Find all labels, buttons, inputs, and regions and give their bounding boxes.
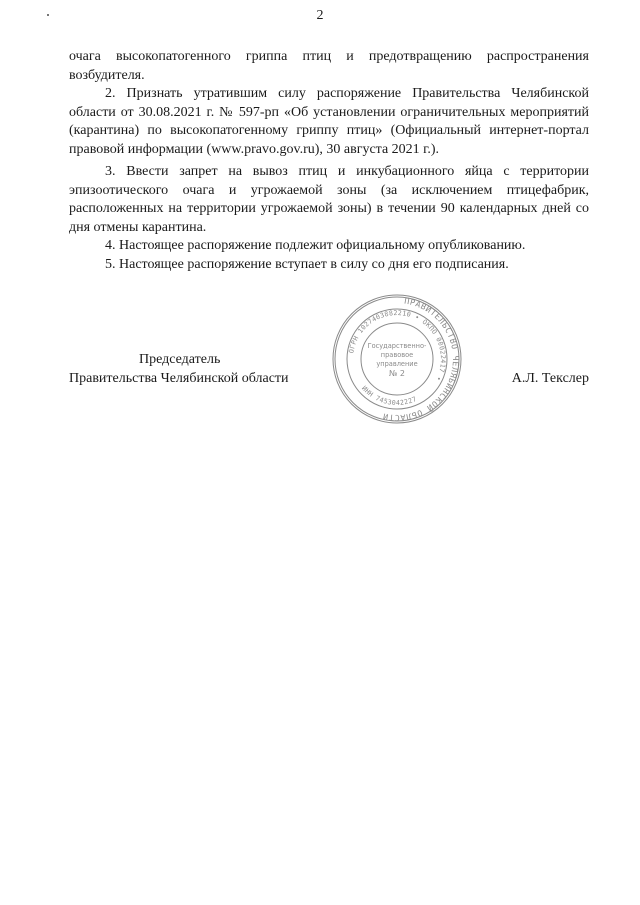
page-number: 2 (316, 8, 324, 23)
seal-center-line-3: управление (376, 360, 418, 368)
seal-ring-title: ПРАВИТЕЛЬСТВО ЧЕЛЯБИНСКОЙ ОБЛАСТИ (381, 295, 462, 424)
paragraph-5: 5. Настоящее распоряжение вступает в силу со дня его подписания. (105, 256, 509, 272)
signatory-name: А.Л. Текслер (511, 371, 589, 386)
seal-center-line-1: Государственно- (367, 342, 427, 350)
signatory-title (69, 350, 319, 388)
seal-center-line-2: правовое (380, 351, 414, 359)
signatory-title-line-1: Председатель (139, 352, 221, 367)
svg-text:ИНН 7453042227 (360, 384, 418, 407)
seal-graphic (330, 292, 464, 426)
paragraph-1-continuation: очага высокопатогенного гриппа птиц и предотвращению распространения возбудителя. (69, 49, 589, 83)
signatory-title-line-2: Правительства Челябинской области (69, 371, 289, 386)
paragraph-3: 3. Ввести запрет на вывоз птиц и инкубационного яйца с территории эпизоотического очага и угрожаемой зоны (за исключением птицефабрик, расположенных на территории угрожаемой зоны) в течении 90 календарных дней со дня отмены карантина. (69, 164, 589, 235)
paragraph-4: 4. Настоящее распоряжение подлежит официальному опубликованию. (105, 238, 526, 253)
seal-ring-codes: ОГРН 1027403882210 • ОКПО 00022417 • (347, 308, 448, 383)
official-seal (330, 292, 464, 426)
seal-ring-inn: ИНН 7453042227 (360, 384, 418, 408)
seal-inner-ring (361, 323, 433, 395)
document-body (69, 48, 589, 274)
paragraph-2: 2. Признать утратившим силу распоряжение Правительства Челябинской области от 30.08.2021 г. № 597-рп «Об установлении ограничительных мероприятий (карантина) по высокопатогенному гриппу птиц» (Официальный интернет-портал правовой информации (www.pravo.gov.ru), 30 августа 2021 г.). (69, 86, 589, 157)
seal-center-line-4: № 2 (389, 369, 405, 378)
